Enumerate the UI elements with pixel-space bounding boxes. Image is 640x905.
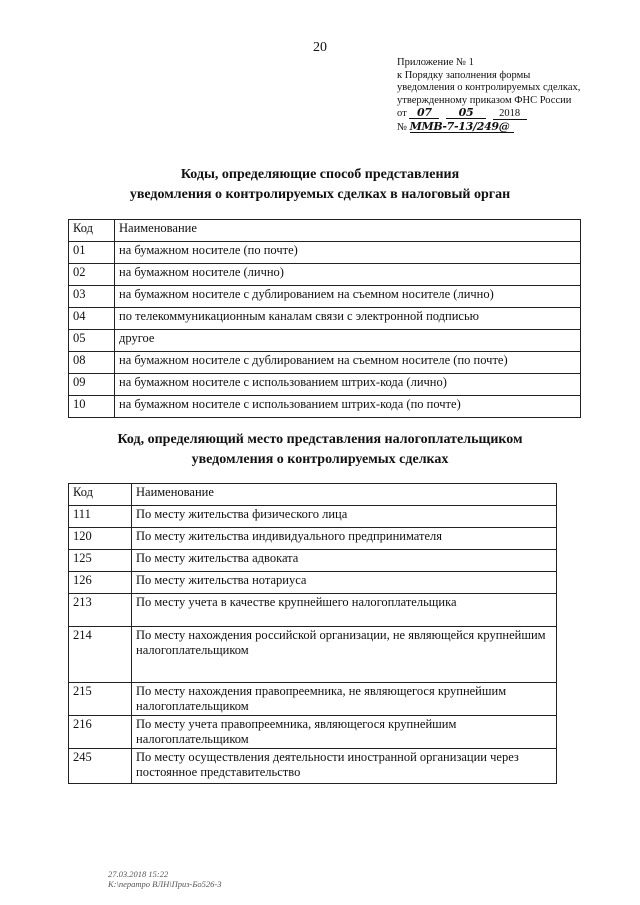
code-cell: 126 xyxy=(69,572,132,594)
code-cell: 02 xyxy=(69,264,115,286)
section2-title-line: уведомления о контролируемых сделках xyxy=(191,452,449,467)
appendix-line: Приложение № 1 xyxy=(397,57,474,68)
name-cell: По месту учета правопреемника, являющегося крупнейшим налогоплательщиком xyxy=(132,716,557,749)
code-cell: 245 xyxy=(69,749,132,784)
name-cell: на бумажном носителе (лично) xyxy=(115,264,581,286)
table-row xyxy=(69,683,557,716)
name-cell: на бумажном носителе с дублированием на съемном носителе (по почте) xyxy=(115,352,581,374)
date-prefix: от xyxy=(397,108,407,120)
table-row xyxy=(69,308,581,330)
table-row xyxy=(69,594,557,627)
header-code: Код xyxy=(69,484,132,506)
date-day: 07 xyxy=(409,107,439,119)
header-name: Наименование xyxy=(132,484,557,506)
code-cell: 215 xyxy=(69,683,132,716)
name-cell: По месту жительства физического лица xyxy=(132,506,557,528)
table-row xyxy=(69,716,557,749)
name-cell: По месту жительства индивидуального предпринимателя xyxy=(132,528,557,550)
order-number: ММВ-7-13/249@ xyxy=(410,121,514,133)
table-row xyxy=(69,242,581,264)
name-cell: По месту нахождения российской организации, не являющейся крупнейшим налогоплательщиком xyxy=(132,627,557,683)
name-cell: По месту жительства нотариуса xyxy=(132,572,557,594)
appendix-number-line xyxy=(397,121,632,135)
appendix-date-line xyxy=(397,107,632,121)
name-cell: на бумажном носителе с использованием штрих-кода (по почте) xyxy=(115,396,581,418)
table-row xyxy=(69,286,581,308)
section2-title-line: Код, определяющий место представления налогоплательщиком xyxy=(117,432,523,447)
date-year: 2018 xyxy=(493,108,527,120)
table-row xyxy=(69,374,581,396)
name-cell: на бумажном носителе с дублированием на съемном носителе (лично) xyxy=(115,286,581,308)
name-cell: По месту жительства адвоката xyxy=(132,550,557,572)
code-cell: 03 xyxy=(69,286,115,308)
code-cell: 04 xyxy=(69,308,115,330)
file-footer xyxy=(108,869,221,889)
submission-place-codes-table xyxy=(68,483,557,784)
section2-title xyxy=(0,430,640,470)
code-cell: 214 xyxy=(69,627,132,683)
table-row xyxy=(69,352,581,374)
code-cell: 08 xyxy=(69,352,115,374)
name-cell: По месту осуществления деятельности иностранной организации через постоянное представительство xyxy=(132,749,557,784)
code-cell: 09 xyxy=(69,374,115,396)
header-code: Код xyxy=(69,220,115,242)
appendix-line: уведомления о контролируемых сделках, xyxy=(397,82,581,94)
table-row xyxy=(69,550,557,572)
footer-path: К:\ператро ВЛН\Приз-Бо526-3 xyxy=(108,879,222,889)
code-cell: 01 xyxy=(69,242,115,264)
table-header-row xyxy=(69,220,581,242)
table-row xyxy=(69,330,581,352)
appendix-block xyxy=(397,57,632,135)
name-cell: По месту нахождения правопреемника, не являющегося крупнейшим налогоплательщиком xyxy=(132,683,557,716)
code-cell: 120 xyxy=(69,528,132,550)
name-cell: По месту учета в качестве крупнейшего налогоплательщика xyxy=(132,594,557,627)
section1-title xyxy=(0,165,640,205)
code-cell: 111 xyxy=(69,506,132,528)
date-month: 05 xyxy=(446,107,486,119)
delivery-method-codes-table xyxy=(68,219,581,418)
name-cell: другое xyxy=(115,330,581,352)
code-cell: 125 xyxy=(69,550,132,572)
appendix-line: к Порядку заполнения формы xyxy=(397,69,531,81)
code-cell: 216 xyxy=(69,716,132,749)
table-row xyxy=(69,396,581,418)
table-row xyxy=(69,749,557,784)
code-cell: 213 xyxy=(69,594,132,627)
name-cell: по телекоммуникационным каналам связи с электронной подписью xyxy=(115,308,581,330)
table-header-row xyxy=(69,484,557,506)
footer-timestamp: 27.03.2018 15:22 xyxy=(108,869,169,879)
appendix-line: утвержденному приказом ФНС России xyxy=(397,94,572,106)
table-row xyxy=(69,264,581,286)
name-cell: на бумажном носителе с использованием штрих-кода (лично) xyxy=(115,374,581,396)
code-cell: 10 xyxy=(69,396,115,418)
header-name: Наименование xyxy=(115,220,581,242)
section1-title-line: уведомления о контролируемых сделках в налоговый орган xyxy=(129,187,511,202)
number-prefix: № xyxy=(397,121,408,133)
section1-title-line: Коды, определяющие способ представления xyxy=(180,167,460,182)
page-number: 20 xyxy=(313,40,327,55)
table-row xyxy=(69,528,557,550)
code-cell: 05 xyxy=(69,330,115,352)
name-cell: на бумажном носителе (по почте) xyxy=(115,242,581,264)
table-row xyxy=(69,506,557,528)
table-row xyxy=(69,572,557,594)
table-row xyxy=(69,627,557,683)
